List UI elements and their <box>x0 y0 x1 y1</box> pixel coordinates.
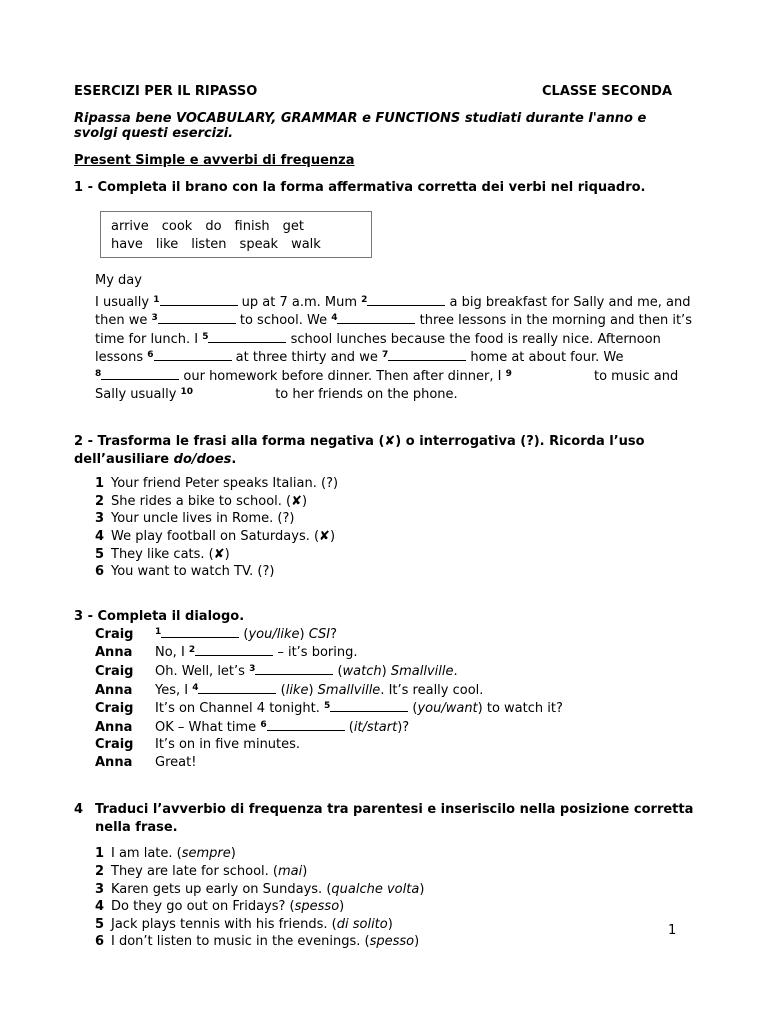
blank-number: 8 <box>95 368 102 379</box>
text: home at about four. We <box>466 350 624 366</box>
verb-hint: watch <box>342 663 382 679</box>
line-text: Yes, I <box>155 682 193 698</box>
item-number: 3 <box>95 511 105 527</box>
verb-hint: you/like <box>248 626 300 642</box>
item-number: 5 <box>95 546 105 562</box>
text: our homework before dinner. Then after dinner, I <box>179 368 506 384</box>
text: 2 - Trasforma le frasi alla forma negativa (✘) o interrogativa (?). Ricorda l’uso dell’ausiliare <box>74 434 645 468</box>
blank-number: 1 <box>153 294 160 305</box>
speaker-name: Craig <box>95 737 134 753</box>
item-number: 3 <box>95 881 105 897</box>
speaker-name: Craig <box>95 701 134 717</box>
exercise-3 <box>74 609 694 772</box>
line-text: ( <box>408 701 418 717</box>
worksheet-page <box>74 84 694 951</box>
list-item <box>95 510 694 528</box>
item-text: ) <box>419 881 425 897</box>
text: . <box>231 452 237 468</box>
dialogue-line <box>95 625 694 644</box>
item-text: They like cats. (✘) <box>111 546 230 562</box>
blank-number: 1 <box>155 626 162 637</box>
answer-blank[interactable] <box>158 311 236 324</box>
answer-blank[interactable] <box>160 293 238 306</box>
text: school lunches because the food is really nice. Afternoon <box>286 331 661 347</box>
line-text: ) to watch it? <box>477 701 563 717</box>
section-title: Present Simple e avverbi di frequenza <box>74 153 355 168</box>
text: lessons <box>95 350 148 366</box>
list-item <box>95 916 694 934</box>
item-number: 4 <box>95 528 105 544</box>
speaker-name: Anna <box>95 682 133 698</box>
item-text: We play football on Saturdays. (✘) <box>111 528 336 544</box>
item-text: ) <box>339 899 345 915</box>
exercise-4-title <box>74 801 694 837</box>
word-box-row-2 <box>111 236 361 254</box>
word: cook <box>161 219 193 234</box>
line-text: It’s on in five minutes. <box>155 737 301 753</box>
list-item <box>95 528 694 546</box>
line-text: ( <box>239 626 249 642</box>
item-number: 5 <box>95 916 105 932</box>
passage-title: My day <box>95 273 142 288</box>
line-text: ( <box>276 682 286 698</box>
passage <box>95 272 694 403</box>
speaker-name: Anna <box>95 645 133 661</box>
item-text: Jack plays tennis with his friends. ( <box>111 916 337 932</box>
adverb-hint: qualche volta <box>331 881 420 897</box>
word: speak <box>239 237 279 252</box>
adverb-hint: mai <box>278 864 303 880</box>
blank-number: 6 <box>260 719 267 730</box>
word: like <box>155 237 179 252</box>
header-class: CLASSE SECONDA <box>542 84 672 99</box>
answer-blank[interactable] <box>154 348 232 361</box>
item-number: 1 <box>95 476 105 492</box>
adverb-hint: sempre <box>181 846 231 862</box>
passage-line <box>95 386 694 404</box>
list-item <box>95 493 694 511</box>
show-title: Smallville <box>390 663 454 679</box>
answer-blank[interactable] <box>255 662 333 675</box>
item-text: ) <box>302 864 308 880</box>
word: have <box>111 237 143 252</box>
intro-instructions: Ripassa bene VOCABULARY, GRAMMAR e FUNCTIONS studiati durante l'anno e svolgi questi esercizi. <box>74 111 647 141</box>
exercise-4 <box>74 801 694 951</box>
item-text: She rides a bike to school. (✘) <box>111 493 308 509</box>
list-item <box>95 845 694 863</box>
answer-blank[interactable] <box>330 699 408 712</box>
exercise-1-title: 1 - Completa il brano con la forma affermativa corretta dei verbi nel riquadro. <box>74 180 646 195</box>
text: do/does <box>173 452 232 468</box>
text: to school. We <box>235 313 332 329</box>
verb-hint: you/want <box>417 701 478 717</box>
answer-blank[interactable] <box>337 311 415 324</box>
word-box-row-1 <box>111 218 361 236</box>
dialogue-line <box>95 736 694 754</box>
passage-line <box>95 330 694 349</box>
blank-number: 5 <box>202 331 209 342</box>
item-text: Your uncle lives in Rome. (?) <box>111 511 295 527</box>
answer-blank[interactable] <box>198 681 276 694</box>
show-title: CSI <box>308 626 331 642</box>
dialogue-line <box>95 662 694 681</box>
item-text: I don’t listen to music in the evenings. ( <box>111 934 370 950</box>
blank-number: 2 <box>188 645 196 656</box>
line-text: . <box>453 663 458 679</box>
blank-number: 9 <box>505 368 512 379</box>
item-number: 2 <box>95 493 105 509</box>
item-number: 6 <box>95 934 105 950</box>
list-item <box>95 881 694 899</box>
text: Sally usually <box>95 386 181 402</box>
line-text: It’s on Channel 4 tonight. <box>155 701 324 717</box>
blank-number: 6 <box>147 350 154 361</box>
exercise-3-title: 3 - Completa il dialogo. <box>74 608 245 624</box>
blank-number: 4 <box>331 313 338 324</box>
blank-number: 2 <box>361 294 368 305</box>
speaker-name: Craig <box>95 663 134 679</box>
header <box>74 84 694 99</box>
item-text: They are late for school. ( <box>111 864 278 880</box>
line-text: ) <box>299 626 309 642</box>
adverb-hint: spesso <box>369 934 415 950</box>
speaker-name: Craig <box>95 626 134 642</box>
text: a big breakfast for Sally and me, and <box>445 294 691 310</box>
exercise-2 <box>74 433 694 581</box>
list-item <box>95 563 694 581</box>
blank-number: 4 <box>192 682 199 693</box>
text: at three thirty and we <box>231 350 382 366</box>
item-number: 4 <box>95 899 105 915</box>
dialogue-line <box>95 699 694 718</box>
text: three lessons in the morning and then it’s <box>415 313 692 329</box>
blank-number: 3 <box>151 313 158 324</box>
passage-line <box>95 293 694 312</box>
exercise-number: 4 <box>74 802 84 818</box>
list-item <box>95 933 694 951</box>
word: arrive <box>111 219 149 234</box>
show-title: Smallville <box>317 682 381 698</box>
speaker-name: Anna <box>95 719 133 735</box>
list-item <box>95 546 694 564</box>
passage-line <box>95 367 694 386</box>
word-box <box>100 211 372 258</box>
line-text: No, I <box>155 645 189 661</box>
exercise-2-list <box>95 475 694 581</box>
verb-hint: like <box>285 682 309 698</box>
line-text: – it’s boring. <box>273 645 358 661</box>
item-text: ) <box>230 846 236 862</box>
word: get <box>282 219 304 234</box>
exercise-2-title <box>74 433 694 469</box>
answer-blank[interactable] <box>388 348 466 361</box>
word: walk <box>291 237 321 252</box>
item-text: You want to watch TV. (?) <box>111 564 275 580</box>
item-number: 2 <box>95 864 105 880</box>
dialogue-line <box>95 643 694 662</box>
line-text: OK – What time <box>155 719 261 735</box>
passage-line <box>95 311 694 330</box>
speaker-name: Anna <box>95 754 133 770</box>
answer-blank[interactable] <box>208 330 286 343</box>
item-text: Karen gets up early on Sundays. ( <box>111 881 332 897</box>
answer-blank[interactable] <box>267 718 345 731</box>
line-text: Oh. Well, let’s <box>155 663 250 679</box>
exercise-4-list <box>95 845 694 951</box>
header-title: ESERCIZI PER IL RIPASSO <box>74 84 258 99</box>
line-text: ) <box>381 663 391 679</box>
answer-blank[interactable] <box>161 625 239 638</box>
text: time for lunch. I <box>95 331 203 347</box>
line-text: ( <box>344 719 354 735</box>
dialogue-line <box>95 754 694 772</box>
list-item <box>95 863 694 881</box>
text: to her friends on the phone. <box>271 386 458 402</box>
text: up at 7 a.m. Mum <box>237 294 362 310</box>
list-item <box>95 898 694 916</box>
exercise-4-instructions: Traduci l’avverbio di frequenza tra parentesi e inseriscilo nella posizione corretta nella frase. <box>95 802 694 836</box>
passage-line <box>95 348 694 367</box>
word: listen <box>191 237 227 252</box>
blank-number: 7 <box>381 350 389 361</box>
dialogue-line <box>95 718 694 737</box>
text: then we <box>95 313 152 329</box>
item-text: ) <box>414 934 420 950</box>
line-text: ) <box>308 682 318 698</box>
line-text: . It’s really cool. <box>380 682 484 698</box>
line-text: Great! <box>155 754 197 770</box>
dialogue <box>95 625 694 772</box>
line-text: )? <box>397 719 410 735</box>
blank-number: 5 <box>323 701 331 712</box>
line-text: ? <box>330 626 338 642</box>
item-text: Your friend Peter speaks Italian. (?) <box>111 476 339 492</box>
item-text: Do they go out on Fridays? ( <box>111 899 295 915</box>
dialogue-line <box>95 681 694 700</box>
line-text: ( <box>333 663 343 679</box>
answer-blank[interactable] <box>367 293 445 306</box>
adverb-hint: spesso <box>294 899 340 915</box>
item-number: 1 <box>95 846 105 862</box>
answer-blank[interactable] <box>101 367 179 380</box>
answer-blank[interactable] <box>195 643 273 656</box>
word: do <box>205 219 222 234</box>
blank-number: 3 <box>249 663 256 674</box>
item-number: 6 <box>95 564 105 580</box>
blank-number: 10 <box>180 386 194 397</box>
item-text: ) <box>387 916 393 932</box>
page-number: 1 <box>668 923 677 938</box>
word: finish <box>234 219 270 234</box>
adverb-hint: di solito <box>336 916 388 932</box>
text: I usually <box>95 294 154 310</box>
text: to music and <box>589 368 679 384</box>
verb-hint: it/start <box>353 719 398 735</box>
list-item <box>95 475 694 493</box>
item-text: I am late. ( <box>111 846 182 862</box>
